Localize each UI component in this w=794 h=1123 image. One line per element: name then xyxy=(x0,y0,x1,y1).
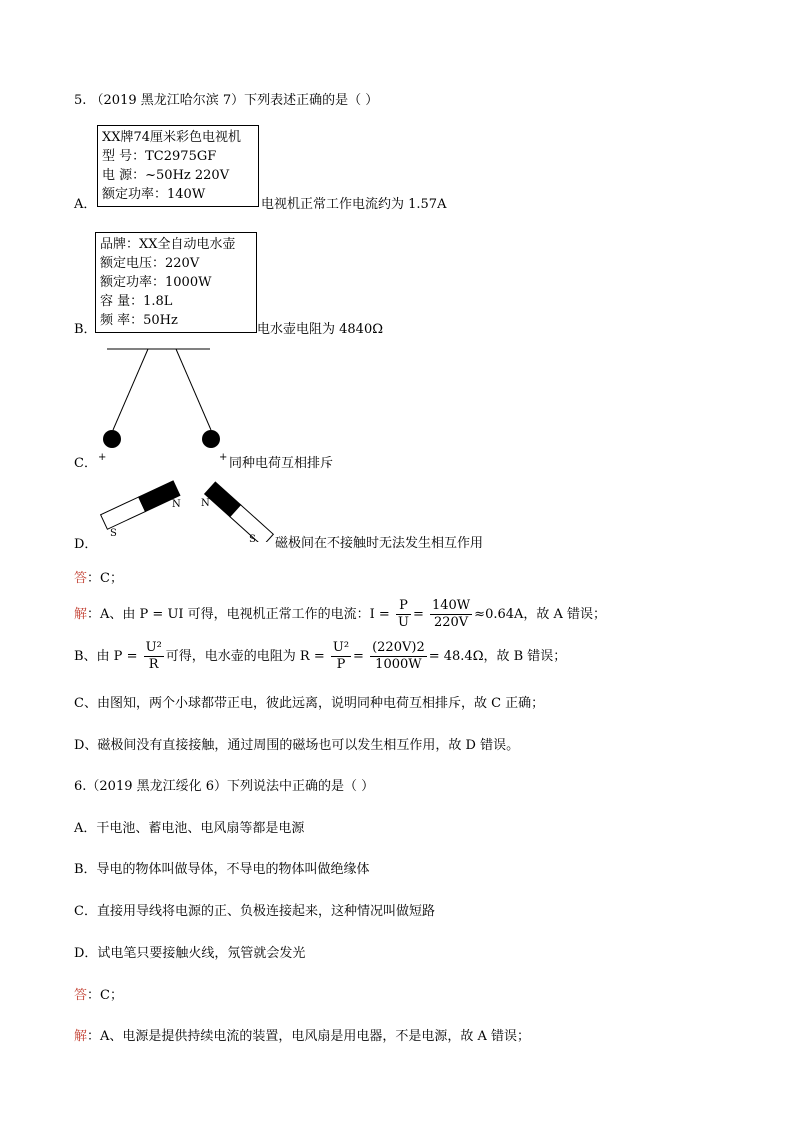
magnet-label-s-right: S xyxy=(249,534,256,545)
tv-spec-box xyxy=(97,125,259,207)
equals-sign: = xyxy=(353,649,364,664)
magnet-label-n-left: N xyxy=(172,499,181,510)
answer-label: 答 xyxy=(74,571,88,586)
numerator: U² xyxy=(145,640,162,655)
q5-explanation-d: D、磁极间没有直接接触，通过周围的磁场也可以发生相互作用，故 D 错误。 xyxy=(74,738,520,753)
fraction-p-over-u xyxy=(396,598,411,631)
magnet-label-n-right: N xyxy=(201,498,210,509)
q5-option-a-prefix: A． xyxy=(74,197,97,212)
denominator: 220V xyxy=(433,615,469,630)
q6-answer xyxy=(74,984,123,1003)
explanation-text: ：A、电源是提供持续电流的装置，电风扇是用电器，不是电源，故 A 错误； xyxy=(87,1029,531,1044)
q5-stem: 5. （2019 黑龙江哈尔滨 7）下列表述正确的是（ ） xyxy=(74,93,379,108)
q5-explanation-a xyxy=(74,598,606,631)
equals-sign: = xyxy=(412,607,424,622)
kettle-spec-line: 容 量：1.8L xyxy=(100,294,173,309)
explanation-text: = 48.4Ω，故 B 错误； xyxy=(428,649,567,664)
fraction-u2-over-p xyxy=(331,640,351,673)
fraction-u2-over-r xyxy=(144,640,164,673)
q5-option-c-text: 同种电荷互相排斥 xyxy=(229,456,334,471)
tv-spec-line: 型 号：TC2975GF xyxy=(102,149,217,164)
q6-option-a: A．干电池、蓄电池、电风扇等都是电源 xyxy=(74,821,305,836)
numerator: (220V)2 xyxy=(372,640,425,655)
q5-answer xyxy=(74,567,123,586)
magnet-label-s-left: S xyxy=(110,528,117,539)
answer-value: ：C； xyxy=(87,571,123,586)
q6-option-c: C．直接用导线将电源的正、负极连接起来，这种情况叫做短路 xyxy=(74,904,435,919)
denominator: P xyxy=(336,657,346,672)
q6-stem: 6.（2019 黑龙江绥化 6）下列说法中正确的是（ ） xyxy=(74,779,375,794)
q5-option-a-text: 电视机正常工作电流约为 1.57A xyxy=(261,197,447,212)
denominator: U xyxy=(397,615,409,630)
explanation-text: ≈0.64A，故 A 错误； xyxy=(474,607,607,622)
q5-option-b-prefix: B． xyxy=(74,322,97,337)
explanation-text: B、由 P = xyxy=(74,649,138,664)
kettle-spec-box xyxy=(95,232,257,333)
kettle-spec-line: 额定电压：220V xyxy=(100,256,200,271)
q5-explanation-c: C、由图知，两个小球都带正电，彼此远离，说明同种电荷互相排斥，故 C 正确； xyxy=(74,696,545,711)
explanation-label: 解 xyxy=(74,1029,88,1044)
explanation-text: 可得，电水壶的电阻为 R = xyxy=(165,649,325,664)
plus-sign-left: + xyxy=(98,452,107,463)
explanation-text: ：A、由 P = UI 可得，电视机正常工作的电流：I = xyxy=(87,607,390,622)
denominator: R xyxy=(148,657,159,672)
fraction-220v-sq-over-1000w xyxy=(370,640,427,673)
numerator: P xyxy=(396,598,411,615)
explanation-label: 解 xyxy=(74,607,88,622)
kettle-spec-line: 额定功率：1000W xyxy=(100,275,212,290)
charged-balls-diagram xyxy=(90,340,240,460)
q5-option-c-prefix: C． xyxy=(74,456,97,471)
q5-option-d-text: 磁极间在不接触时无法发生相互作用 xyxy=(275,536,484,551)
q5-option-d-prefix: D． xyxy=(74,537,98,552)
q6-option-b: B．导电的物体叫做导体，不导电的物体叫做绝缘体 xyxy=(74,862,370,877)
numerator: U² xyxy=(332,640,350,655)
q6-explanation-a xyxy=(74,1025,530,1044)
tv-spec-line: XX牌74厘米彩色电视机 xyxy=(102,130,242,145)
q5-option-b-text: 电水壶电阻为 4840Ω xyxy=(257,322,383,337)
denominator: 1000W xyxy=(375,657,422,672)
tv-spec-line: 额定功率：140W xyxy=(102,187,206,202)
q5-explanation-b xyxy=(74,640,566,673)
tv-spec-line: 电 源：~50Hz 220V xyxy=(102,168,230,183)
kettle-spec-line: 品牌：XX全自动电水壶 xyxy=(100,237,236,252)
answer-label: 答 xyxy=(74,988,88,1003)
q6-option-d: D．试电笔只要接触火线，氖管就会发光 xyxy=(74,946,306,961)
plus-sign-right: + xyxy=(219,452,228,463)
answer-value: ：C； xyxy=(87,988,123,1003)
fraction-140w-over-220v xyxy=(430,598,472,631)
numerator: 140W xyxy=(431,598,471,613)
kettle-spec-line: 频 率：50Hz xyxy=(100,313,178,328)
bar-magnets-diagram xyxy=(96,472,286,542)
